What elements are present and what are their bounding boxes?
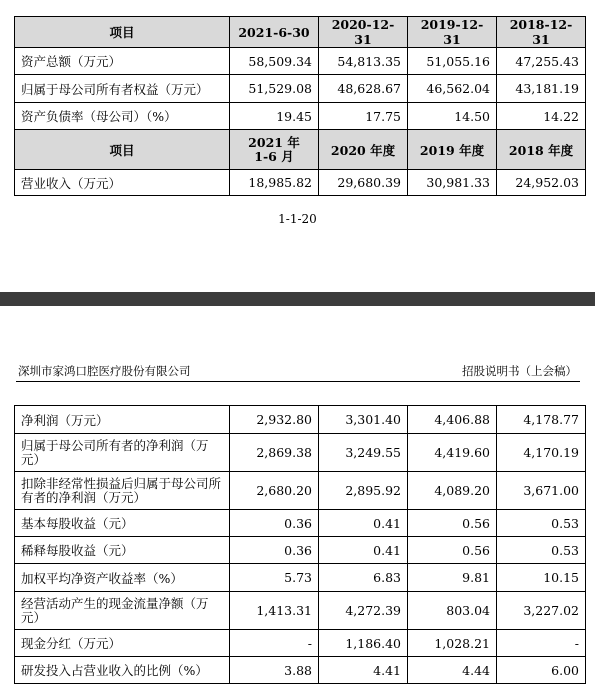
cell-value: 803.04 — [408, 592, 497, 630]
cell-value: 1,186.40 — [319, 630, 408, 657]
table-row — [15, 592, 586, 630]
table-row — [15, 103, 586, 130]
cell-value: 51,055.16 — [408, 48, 497, 75]
cell-value: 0.53 — [497, 510, 586, 537]
header-rule — [16, 381, 580, 382]
cell-value: 46,562.04 — [408, 75, 497, 103]
cell-value: 3,301.40 — [319, 406, 408, 434]
cell-value: 30,981.33 — [408, 170, 497, 196]
cell-value: 4,089.20 — [408, 472, 497, 510]
cell-value: 0.56 — [408, 510, 497, 537]
cell-value: 0.56 — [408, 537, 497, 564]
table-row — [15, 75, 586, 103]
header-cell: 2021-6-30 — [230, 17, 319, 48]
table-header-row — [15, 130, 586, 170]
row-label: 经营活动产生的现金流量净额（万元） — [15, 592, 230, 630]
row-label: 现金分红（万元） — [15, 630, 230, 657]
cell-value: 4,178.77 — [497, 406, 586, 434]
cell-value: - — [230, 630, 319, 657]
cell-value: 2,680.20 — [230, 472, 319, 510]
table-row — [15, 406, 586, 434]
table-row — [15, 170, 586, 196]
header-cell: 2020 年度 — [319, 130, 408, 170]
cell-value: 51,529.08 — [230, 75, 319, 103]
cell-value: 24,952.03 — [497, 170, 586, 196]
cell-value: 9.81 — [408, 564, 497, 592]
cell-value: 6.00 — [497, 657, 586, 684]
cell-value: 1,028.21 — [408, 630, 497, 657]
cell-value: 4,170.19 — [497, 434, 586, 472]
cell-value: 3,227.02 — [497, 592, 586, 630]
cell-value: 4.44 — [408, 657, 497, 684]
cell-value: 2,895.92 — [319, 472, 408, 510]
table-row — [15, 537, 586, 564]
cell-value: 29,680.39 — [319, 170, 408, 196]
table-row — [15, 630, 586, 657]
header-cell: 2020-12-31 — [319, 17, 408, 48]
cell-value: 3,249.55 — [319, 434, 408, 472]
table-row — [15, 434, 586, 472]
cell-value: 5.73 — [230, 564, 319, 592]
cell-value: 43,181.19 — [497, 75, 586, 103]
page-number: 1-1-20 — [278, 212, 317, 226]
cell-value: 0.41 — [319, 537, 408, 564]
header-cell: 2018-12-31 — [497, 17, 586, 48]
table-row — [15, 472, 586, 510]
row-label: 扣除非经常性损益后归属于母公司所有者的净利润（万元） — [15, 472, 230, 510]
row-label: 归属于母公司所有者的净利润（万元） — [15, 434, 230, 472]
cell-value: 4,406.88 — [408, 406, 497, 434]
cell-value: 54,813.35 — [319, 48, 408, 75]
cell-value: 48,628.67 — [319, 75, 408, 103]
company-name: 深圳市家鸿口腔医疗股份有限公司 — [18, 364, 191, 378]
cell-value: 6.83 — [319, 564, 408, 592]
cell-value: 4.41 — [319, 657, 408, 684]
table-row — [15, 510, 586, 537]
cell-value: 10.15 — [497, 564, 586, 592]
table-header-row — [15, 17, 586, 48]
cell-value: 4,419.60 — [408, 434, 497, 472]
row-label: 稀释每股收益（元） — [15, 537, 230, 564]
cell-value: - — [497, 630, 586, 657]
cell-value: 2,932.80 — [230, 406, 319, 434]
header-cell: 2018 年度 — [497, 130, 586, 170]
cell-value: 17.75 — [319, 103, 408, 130]
cell-value: 0.53 — [497, 537, 586, 564]
financial-summary-table-bottom — [14, 405, 586, 684]
cell-value: 3.88 — [230, 657, 319, 684]
row-label: 基本每股收益（元） — [15, 510, 230, 537]
cell-value: 0.36 — [230, 537, 319, 564]
cell-value: 18,985.82 — [230, 170, 319, 196]
row-label: 营业收入（万元） — [15, 170, 230, 196]
header-cell: 2019 年度 — [408, 130, 497, 170]
page-divider — [0, 292, 595, 306]
row-label: 资产总额（万元） — [15, 48, 230, 75]
document-title: 招股说明书（上会稿） — [462, 364, 577, 378]
row-label: 净利润（万元） — [15, 406, 230, 434]
cell-value: 0.41 — [319, 510, 408, 537]
header-cell: 项目 — [15, 17, 230, 48]
cell-value: 1,413.31 — [230, 592, 319, 630]
row-label: 加权平均净资产收益率（%） — [15, 564, 230, 592]
cell-value: 4,272.39 — [319, 592, 408, 630]
row-label: 资产负债率（母公司）（%） — [15, 103, 230, 130]
cell-value: 14.22 — [497, 103, 586, 130]
header-cell: 2019-12-31 — [408, 17, 497, 48]
cell-value: 58,509.34 — [230, 48, 319, 75]
cell-value: 0.36 — [230, 510, 319, 537]
cell-value: 14.50 — [408, 103, 497, 130]
cell-value: 19.45 — [230, 103, 319, 130]
row-label: 研发投入占营业收入的比例（%） — [15, 657, 230, 684]
header-cell: 项目 — [15, 130, 230, 170]
cell-value: 3,671.00 — [497, 472, 586, 510]
table-row — [15, 48, 586, 75]
table-row — [15, 564, 586, 592]
financial-summary-table-top — [14, 16, 586, 196]
header-cell: 2021 年 1-6 月 — [230, 130, 319, 170]
cell-value: 47,255.43 — [497, 48, 586, 75]
cell-value: 2,869.38 — [230, 434, 319, 472]
table-row — [15, 657, 586, 684]
row-label: 归属于母公司所有者权益（万元） — [15, 75, 230, 103]
